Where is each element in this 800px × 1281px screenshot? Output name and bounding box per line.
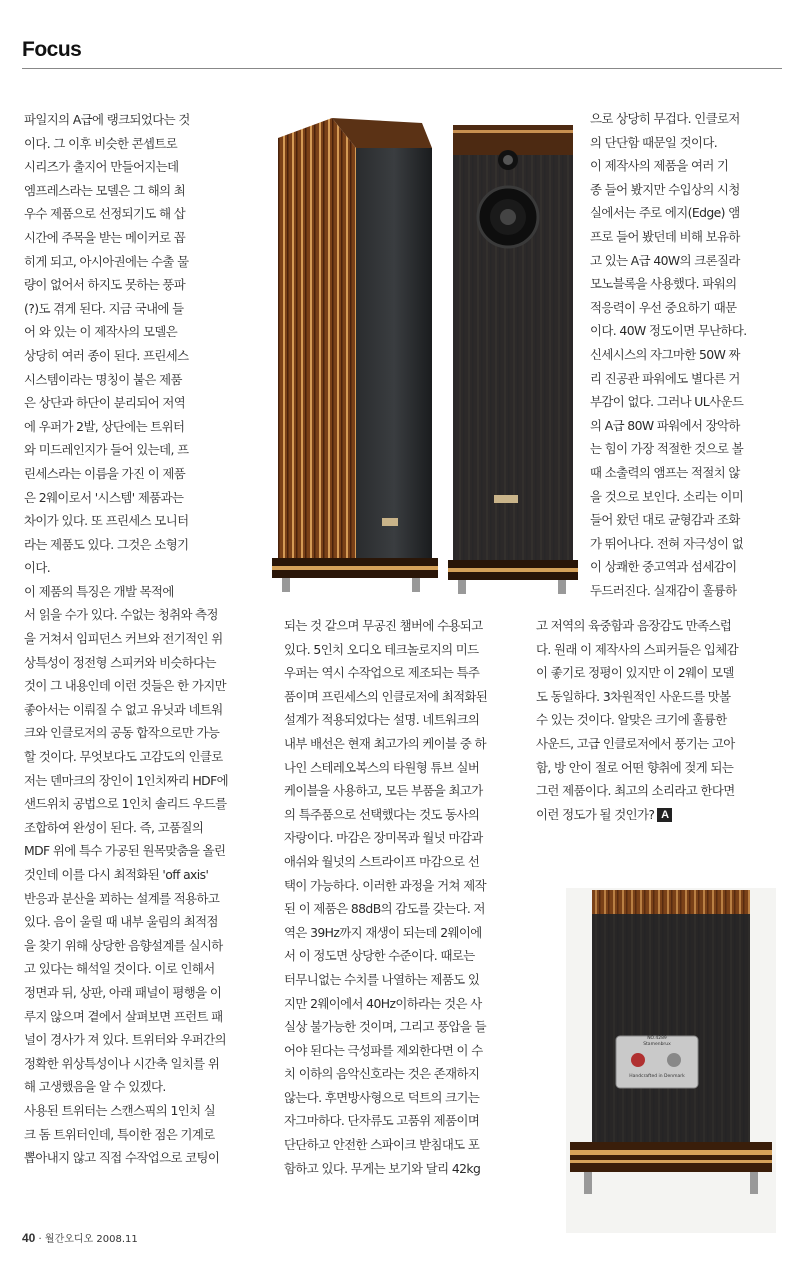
- text-line: 있다. 음이 울릴 때 내부 울림의 최적점: [24, 914, 218, 930]
- text-line: 해 고생했음을 알 수 있겠다.: [24, 1079, 166, 1095]
- text-line: 가 뛰어나다. 전혀 자극성이 없: [590, 535, 744, 551]
- page-number: 40: [22, 1231, 36, 1245]
- text-line: 을 것으로 보인다. 소리는 이미: [590, 488, 744, 504]
- text-line: 의 단단함 때문일 것이다.: [590, 134, 718, 150]
- text-line: 을 거쳐서 임피던스 커브와 전기적인 위: [24, 631, 223, 647]
- text-line: 지만 2웨이에서 40Hz이하라는 것은 사: [284, 995, 482, 1011]
- text-line: MDF 위에 특수 가공된 원목맞춤을 올린: [24, 843, 226, 859]
- text-line: 된 이 제품은 88dB의 감도를 갖는다. 저: [284, 901, 485, 917]
- page-footer: [22, 1230, 138, 1245]
- text-line: 설계가 적용되었다는 설명. 네트워크의: [284, 712, 480, 728]
- text-line: 택이 가능하다. 이러한 과정을 거쳐 제작: [284, 877, 486, 893]
- text-line: 량이 없어서 하지도 못하는 풍파: [24, 277, 186, 293]
- publication-info: · 월간오디오 2008.11: [38, 1234, 138, 1245]
- text-line: 뽑아내지 않고 직접 수작업으로 코팅이: [24, 1150, 220, 1166]
- text-line: (?)도 겪게 된다. 지금 국내에 들: [24, 300, 184, 316]
- text-column-left: [24, 108, 274, 1170]
- text-line: 할 것이다. 무엇보다도 고감도의 인클로: [24, 749, 223, 765]
- text-line: 적응력이 우선 중요하기 때문: [590, 299, 737, 315]
- text-line: 함하고 있다. 무게는 보기와 달리 42kg: [284, 1160, 481, 1176]
- text-line: 저는 덴마크의 장인이 1인치짜리 HDF에: [24, 772, 228, 788]
- text-line: 다. 원래 이 제작사의 스피커들은 입체감: [536, 641, 738, 657]
- text-line: 샌드위치 공법으로 1인치 솔리드 우드를: [24, 796, 227, 812]
- text-line: 때 소출력의 앰프는 적절치 않: [590, 464, 740, 480]
- text-line: 애쉬와 월넛의 스트라이프 마감으로 선: [284, 853, 480, 869]
- text-line: 린세스라는 이름을 가진 이 제품: [24, 465, 186, 481]
- text-line: 수 있는 것이다. 알맞은 크기에 훌륭한: [536, 712, 727, 728]
- text-line: 으로 상당히 무겁다. 인클로저: [590, 111, 740, 126]
- text-line: 엠프레스라는 모델은 그 해의 최: [24, 182, 186, 198]
- text-line: 실에서는 주로 에지(Edge) 앰: [590, 205, 740, 221]
- text-line: 상특성이 정전형 스피커와 비슷하다는: [24, 654, 216, 670]
- section-header: [22, 38, 782, 62]
- header-rule: [22, 68, 782, 69]
- text-column-right: [590, 107, 778, 602]
- text-line: 함, 방 안이 절로 어떤 향취에 젖게 되는: [536, 759, 734, 775]
- text-line: 은 상단과 하단이 분리되어 저역: [24, 395, 186, 411]
- text-line: 이 제품의 특징은 개발 목적에: [24, 583, 174, 599]
- text-line: 이 상쾌한 중고역과 섬세감이: [590, 559, 737, 575]
- text-line: 치 이하의 음악신호라는 것은 존재하지: [284, 1066, 480, 1082]
- text-line: 것인데 이를 다시 최적화된 'off axis': [24, 867, 209, 882]
- text-line: 고 저역의 육중함과 음장감도 만족스럽: [536, 618, 732, 633]
- text-line: 역은 39Hz까지 재생이 되는데 2웨이에: [284, 924, 482, 940]
- text-line: 내부 배선은 현재 최고가의 케이블 중 하: [284, 735, 486, 751]
- text-line: 두드러진다. 실재감이 훌륭하: [590, 582, 737, 598]
- text-line: 고 있다는 해석일 것이다. 이로 인해서: [24, 961, 215, 977]
- text-line: 는 힘이 가장 적절한 것으로 볼: [590, 441, 744, 457]
- text-line: 이 제작사의 제품을 여러 기: [590, 158, 729, 174]
- text-line: 신세시스의 자그마한 50W 짜: [590, 346, 740, 362]
- text-line: 않는다. 후면방사형으로 덕트의 크기는: [284, 1089, 480, 1105]
- speaker-photo-front: [448, 125, 578, 610]
- speaker-front-illustration: [448, 125, 578, 610]
- text-line: 부감이 없다. 그러나 UL사운드: [590, 394, 744, 410]
- text-line: 프로 들어 봤던데 비해 보유하: [590, 228, 740, 244]
- text-line: 은 2웨이로서 '시스템' 제품과는: [24, 489, 184, 505]
- text-line: 나인 스테레오복스의 타원형 튜브 실버: [284, 759, 480, 775]
- text-line: 차이가 있다. 또 프린세스 모니터: [24, 513, 189, 529]
- text-line: 반응과 분산을 꾀하는 설계를 적용하고: [24, 890, 220, 906]
- text-line: 서 이 정도면 상당한 수준이다. 때로는: [284, 948, 475, 964]
- text-line: 시리즈가 출지어 만들어지는데: [24, 159, 179, 175]
- speaker-photo-walnut: [272, 118, 440, 608]
- text-line: 좋아서는 이뤄질 수 없고 유닛과 네트워: [24, 701, 223, 717]
- text-line: 단단하고 안전한 스파이크 받침대도 포: [284, 1137, 480, 1153]
- text-line: 자랑이다. 마감은 장미목과 월넛 마감과: [284, 830, 483, 846]
- text-line: 어야 된다는 극성파를 제외한다면 이 수: [284, 1042, 483, 1058]
- text-line: 조합하여 완성이 된다. 즉, 고품질의: [24, 819, 204, 835]
- text-line: 고 있는 A급 40W의 크론질라: [590, 252, 740, 268]
- text-line: 라는 제품도 있다. 그것은 소형기: [24, 536, 189, 552]
- speaker-walnut-illustration: [272, 118, 440, 608]
- text-line: 그런 제품이다. 최고의 소리라고 한다면: [536, 783, 735, 799]
- text-line: 들어 왔던 대로 균형감과 조화: [590, 512, 740, 528]
- rear-plate-text: [620, 1036, 694, 1080]
- text-line: 시스템이라는 명칭이 붙은 제품: [24, 371, 182, 387]
- text-line: 을 찾기 위해 상당한 음향설계를 실시하: [24, 937, 223, 953]
- text-line: 이 좋기로 정평이 있지만 이 2웨이 모델: [536, 665, 734, 681]
- section-label: Focus: [22, 38, 82, 61]
- text-line: 리 진공관 파워에도 별다른 거: [590, 370, 740, 386]
- text-line: 이다. 그 이후 비슷한 콘셉트로: [24, 135, 178, 151]
- text-line: 어 와 있는 이 제작사의 모델은: [24, 324, 178, 340]
- text-line: 케이블을 사용하고, 모든 부품을 최고가: [284, 783, 483, 799]
- speaker-photo-rear: [566, 888, 776, 1233]
- text-line: 파일지의 A급에 랭크되었다는 것: [24, 112, 190, 127]
- text-line: 사운드, 고급 인클로저에서 풍기는 고아: [536, 735, 735, 751]
- text-line: 사용된 트위터는 스캔스픽의 1인치 실: [24, 1102, 216, 1118]
- text-line: 서 읽을 수가 있다. 수없는 청취와 측정: [24, 607, 218, 623]
- text-line: 이다. 40W 정도이면 무난하다.: [590, 323, 747, 339]
- text-line: 우수 제품으로 선정되기도 해 삽: [24, 206, 186, 222]
- text-line: 정확한 위상특성이나 시간축 일치를 위: [24, 1055, 220, 1071]
- text-line: 있다. 5인치 오디오 테크놀로지의 미드: [284, 641, 479, 657]
- text-line: 시간에 주목을 받는 메이커로 꼽: [24, 229, 186, 245]
- text-line: 도 동일하다. 3차원적인 사운드를 맛볼: [536, 688, 731, 704]
- text-column-bottom-right: [536, 614, 782, 826]
- text-line: 이런 정도가 될 것인가? A: [536, 803, 782, 827]
- text-line: 이다.: [24, 560, 51, 576]
- end-mark-icon: A: [657, 808, 672, 822]
- text-line: 에 우퍼가 2발, 상단에는 트위터: [24, 418, 185, 434]
- text-line: 루지 않으며 곁에서 살펴보면 프런트 패: [24, 1008, 223, 1024]
- plate-origin: Handcrafted in Denmark: [629, 1074, 685, 1079]
- text-line: 크 돔 트위터인데, 특이한 점은 기계로: [24, 1126, 215, 1142]
- text-line: 되는 것 같으며 무공진 챔버에 수용되고: [284, 618, 483, 633]
- plate-model: NO.4289: [647, 1036, 667, 1041]
- text-line: 히게 되고, 아시아권에는 수출 물: [24, 253, 189, 269]
- text-line: 모노블록을 사용했다. 파워의: [590, 276, 737, 292]
- text-line: 널이 경사가 져 있다. 트위터와 우퍼간의: [24, 1032, 226, 1048]
- text-line: 품이며 프린세스의 인클로저에 최적화된: [284, 688, 488, 704]
- text-line: 자그마하다. 단자류도 고품위 제품이며: [284, 1113, 480, 1129]
- text-line: 것이 그 내용인데 이런 것들은 한 가지만: [24, 678, 226, 694]
- text-line: 크와 인클로저의 공동 합작으로만 가능: [24, 725, 220, 741]
- text-column-middle: [284, 614, 529, 1180]
- text-line: 터무니없는 수치를 나열하는 제품도 있: [284, 971, 480, 987]
- text-line: 정면과 뒤, 상판, 아래 패널이 평행을 이: [24, 984, 222, 1000]
- text-line: 상당히 여러 종이 된다. 프린세스: [24, 347, 189, 363]
- text-line: 의 A급 80W 파워에서 장악하: [590, 417, 740, 433]
- text-line: 실상 불가능한 것이며, 그리고 풍압을 들: [284, 1019, 486, 1035]
- plate-maker: Stamenbrux: [643, 1042, 671, 1047]
- text-line: 의 특주품으로 선택했다는 것도 동사의: [284, 806, 480, 822]
- text-line: 우퍼는 역시 수작업으로 제조되는 특주: [284, 665, 480, 681]
- text-line: 종 들어 봤지만 수입상의 시청: [590, 181, 740, 197]
- text-line: 와 미드레인지가 들어 있는데, 프: [24, 442, 189, 458]
